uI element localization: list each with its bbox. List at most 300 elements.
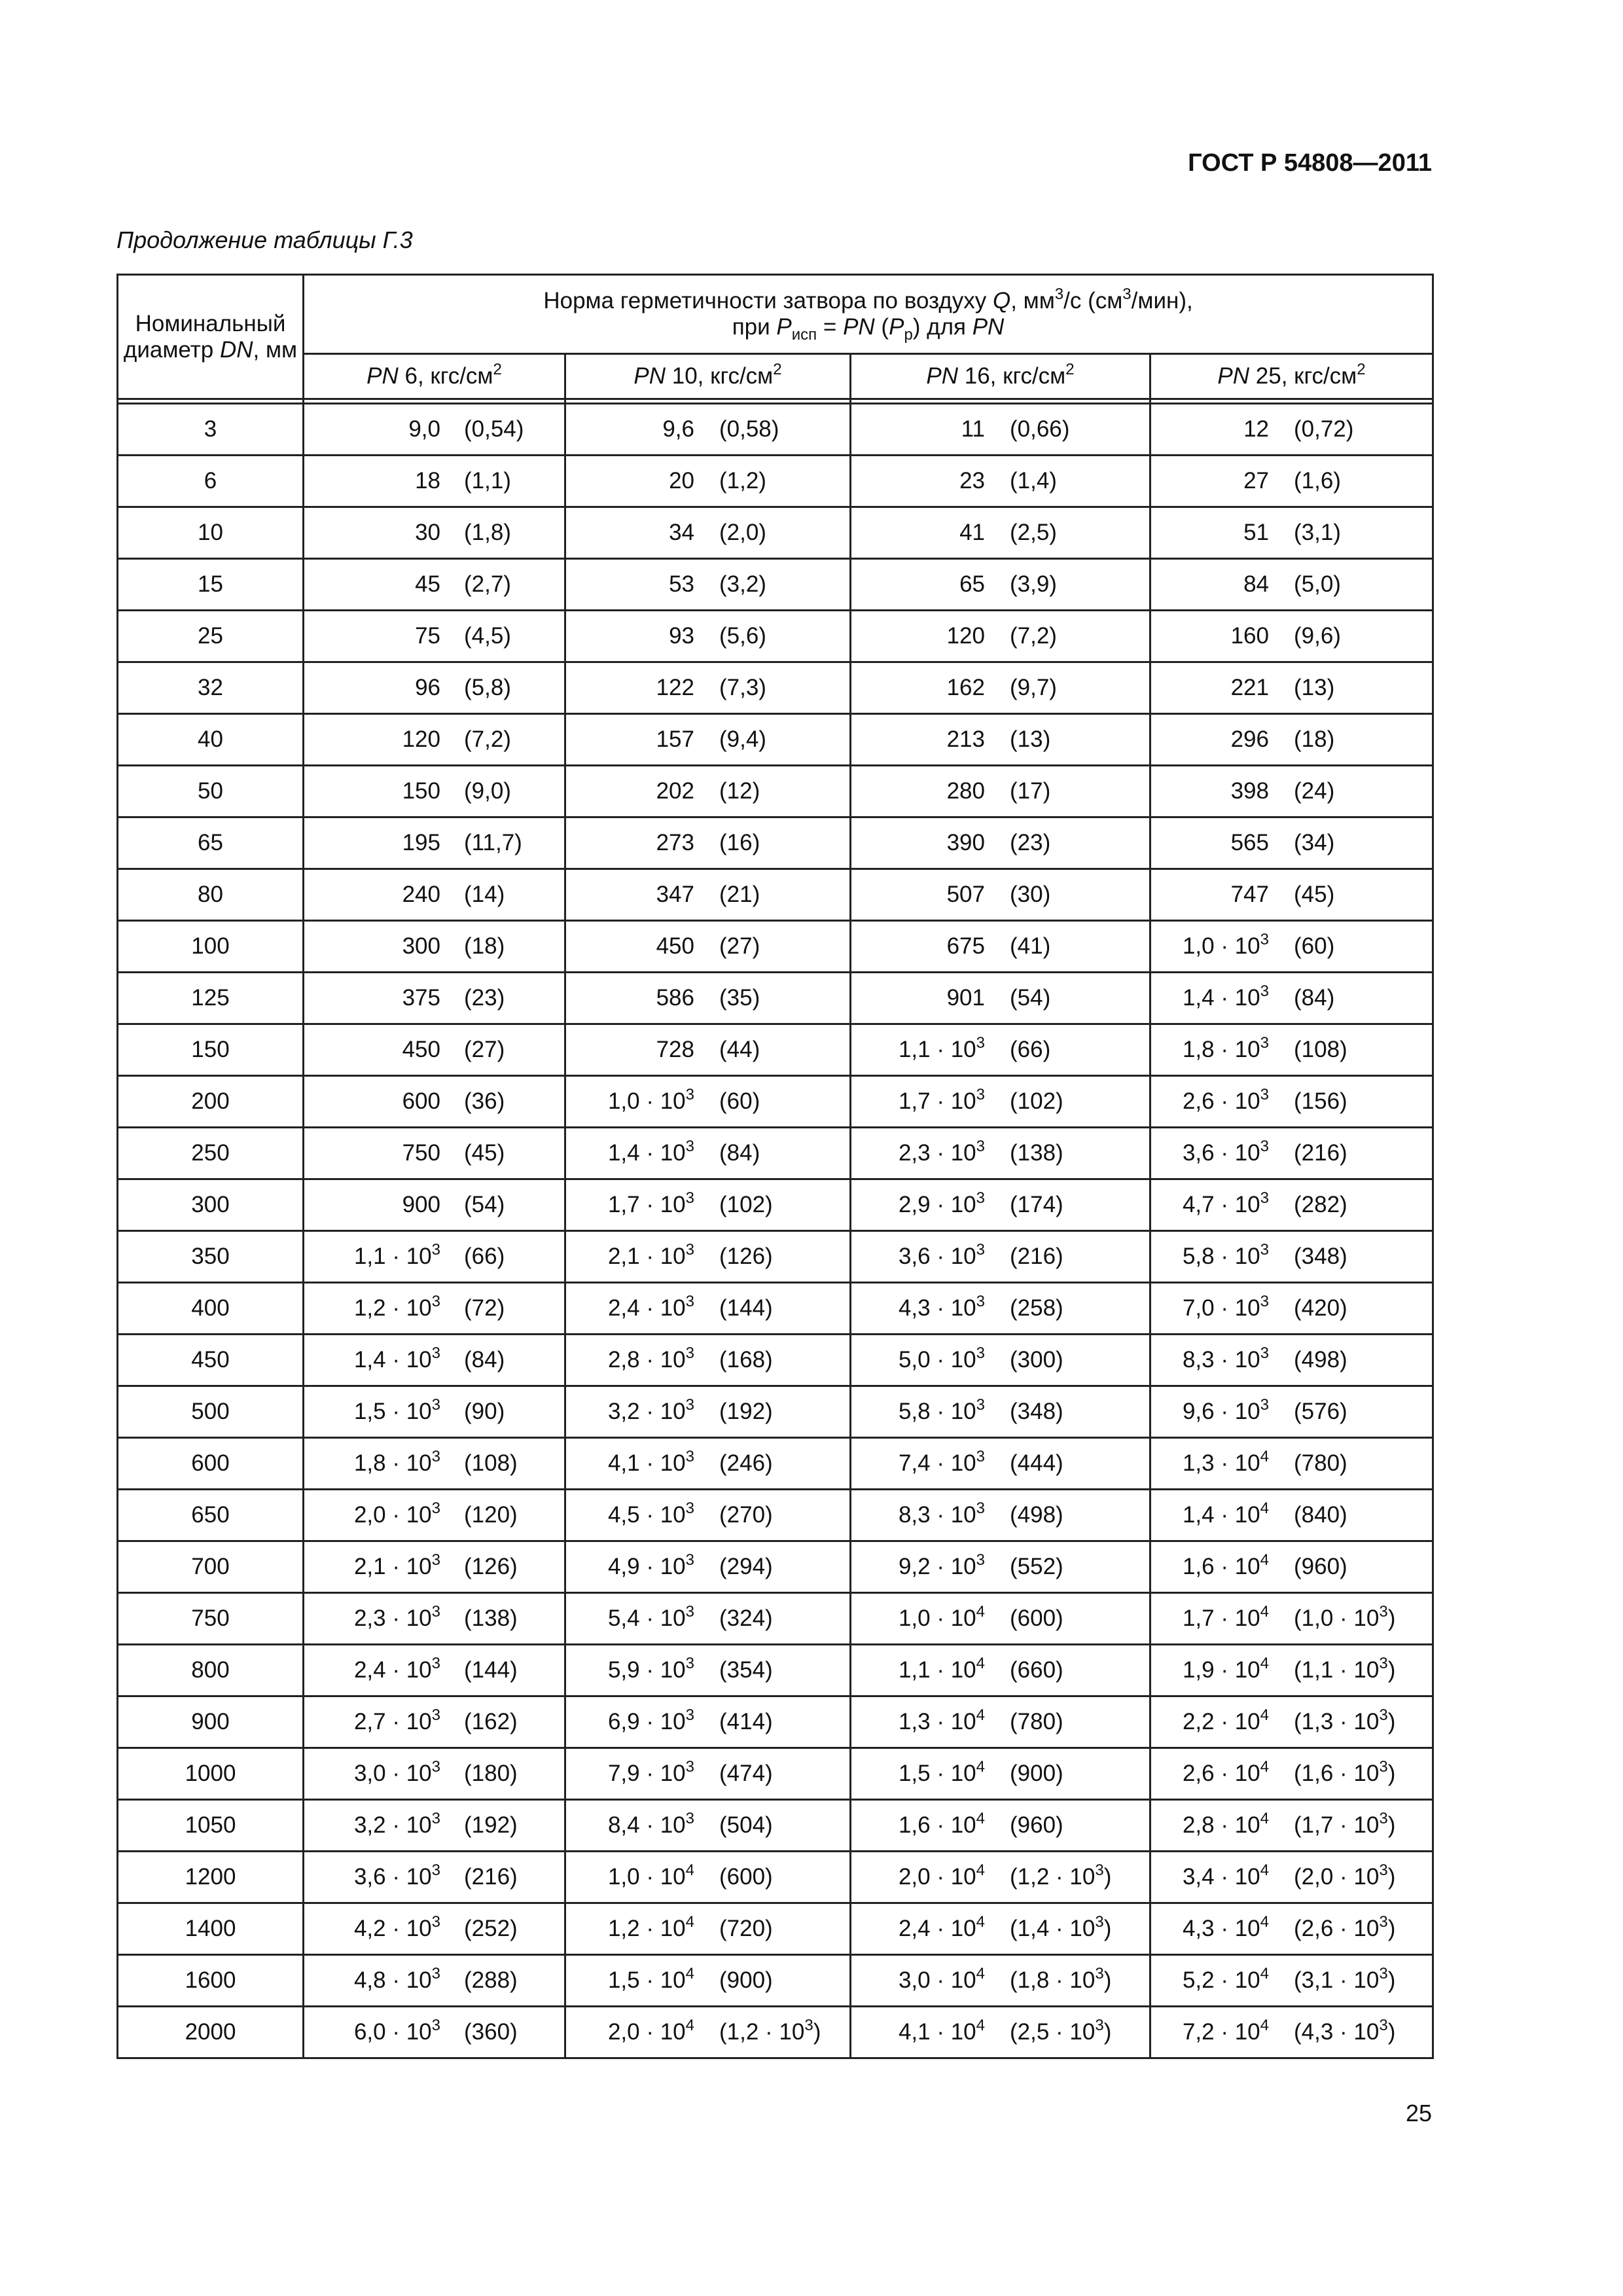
- value-cm3-per-min: $(2,6 \cdot 10^3)$: [1294, 1913, 1396, 1941]
- cell-tightness-pn25: [1150, 1128, 1433, 1179]
- value-mm3-per-s: $8,3 \cdot 10^3$: [898, 1499, 985, 1528]
- value-cm3-per-min: (348): [1010, 1399, 1063, 1424]
- value-cm3-per-min: (0,54): [464, 416, 524, 442]
- cell-tightness-pn10: [565, 1335, 851, 1386]
- cell-tightness-pn16: [851, 921, 1150, 973]
- cell-tightness-pn16: [851, 1128, 1150, 1179]
- cell-tightness-pn6: [304, 1128, 565, 1179]
- value-mm3-per-s: $2,9 \cdot 10^3$: [898, 1189, 985, 1217]
- cell-tightness-pn25: [1150, 1593, 1433, 1645]
- cell-tightness-pn10: [565, 766, 851, 817]
- cell-tightness-pn16: [851, 973, 1150, 1024]
- value-mm3-per-s: 157: [656, 726, 694, 752]
- value-mm3-per-s: 728: [656, 1037, 694, 1062]
- cell-tightness-pn10: [565, 1076, 851, 1128]
- cell-tightness-pn6: [304, 1386, 565, 1438]
- value-mm3-per-s: 586: [656, 985, 694, 1011]
- cell-tightness-pn6: [304, 1335, 565, 1386]
- cell-tightness-pn6: [304, 1490, 565, 1541]
- cell-tightness-pn10: [565, 1903, 851, 1955]
- value-cm3-per-min: $(1,8 \cdot 10^3)$: [1010, 1965, 1112, 1993]
- cell-tightness-pn10: [565, 1748, 851, 1800]
- value-mm3-per-s: 221: [1230, 675, 1269, 700]
- value-cm3-per-min: (720): [719, 1916, 773, 1941]
- cell-nominal-diameter: 350: [118, 1231, 304, 1283]
- cell-tightness-pn16: [851, 1852, 1150, 1903]
- value-cm3-per-min: (54): [1010, 985, 1051, 1011]
- value-mm3-per-s: $2,1 \cdot 10^3$: [353, 1551, 440, 1579]
- value-mm3-per-s: 162: [946, 675, 985, 700]
- value-mm3-per-s: $2,8 \cdot 10^3$: [607, 1344, 694, 1372]
- value-mm3-per-s: 75: [415, 623, 440, 649]
- cell-tightness-pn10: [565, 1955, 851, 2007]
- value-cm3-per-min: (474): [719, 1761, 773, 1786]
- value-cm3-per-min: $(1,2 \cdot 10^3)$: [719, 2017, 821, 2045]
- value-cm3-per-min: (354): [719, 1657, 773, 1683]
- cell-tightness-pn10: [565, 1800, 851, 1852]
- value-cm3-per-min: (660): [1010, 1657, 1063, 1683]
- cell-tightness-pn16: [851, 1438, 1150, 1490]
- value-mm3-per-s: 120: [402, 726, 440, 752]
- cell-tightness-pn16: [851, 1386, 1150, 1438]
- cell-tightness-pn16: [851, 507, 1150, 559]
- value-mm3-per-s: $4,3 \cdot 10^3$: [898, 1293, 985, 1321]
- value-cm3-per-min: (18): [464, 933, 505, 959]
- cell-tightness-pn25: [1150, 1955, 1433, 2007]
- value-cm3-per-min: (576): [1294, 1399, 1347, 1424]
- table-row: [118, 1955, 1433, 2007]
- value-mm3-per-s: $2,0 \cdot 10^4$: [607, 2017, 694, 2045]
- table-row: [118, 559, 1433, 611]
- cell-tightness-pn16: [851, 1593, 1150, 1645]
- value-cm3-per-min: (420): [1294, 1295, 1347, 1321]
- cell-nominal-diameter: 700: [118, 1541, 304, 1593]
- table-row: [118, 1696, 1433, 1748]
- value-cm3-per-min: (294): [719, 1554, 773, 1579]
- value-mm3-per-s: $5,0 \cdot 10^3$: [898, 1344, 985, 1372]
- value-cm3-per-min: (66): [464, 1244, 505, 1269]
- value-mm3-per-s: 51: [1243, 520, 1269, 545]
- value-mm3-per-s: 450: [656, 933, 694, 959]
- header-tightness-norm: Норма герметичности затвора по воздуху Q, $мм^3/с$ $(см^3/мин)$, при $P_{исп}$ = PN $(P_р)$ для PN: [304, 275, 1433, 354]
- value-mm3-per-s: $1,1 \cdot 10^4$: [898, 1655, 985, 1683]
- value-mm3-per-s: $3,2 \cdot 10^3$: [353, 1810, 440, 1838]
- cell-tightness-pn25: [1150, 714, 1433, 766]
- value-cm3-per-min: (0,58): [719, 416, 779, 442]
- value-mm3-per-s: 41: [959, 520, 985, 545]
- value-mm3-per-s: $1,5 \cdot 10^4$: [898, 1758, 985, 1786]
- cell-nominal-diameter: 25: [118, 611, 304, 662]
- value-cm3-per-min: (960): [1294, 1554, 1347, 1579]
- value-cm3-per-min: (138): [1010, 1140, 1063, 1166]
- value-cm3-per-min: (60): [719, 1088, 760, 1114]
- table-row: [118, 1490, 1433, 1541]
- value-cm3-per-min: (216): [1294, 1140, 1347, 1166]
- table-row: [118, 869, 1433, 921]
- cell-tightness-pn25: [1150, 1541, 1433, 1593]
- cell-tightness-pn25: [1150, 2007, 1433, 2058]
- cell-nominal-diameter: 100: [118, 921, 304, 973]
- value-mm3-per-s: $4,2 \cdot 10^3$: [353, 1913, 440, 1941]
- value-mm3-per-s: $4,5 \cdot 10^3$: [607, 1499, 694, 1528]
- value-mm3-per-s: $8,4 \cdot 10^3$: [607, 1810, 694, 1838]
- value-mm3-per-s: $1,5 \cdot 10^3$: [353, 1396, 440, 1424]
- value-mm3-per-s: $1,7 \cdot 10^3$: [607, 1189, 694, 1217]
- cell-tightness-pn16: [851, 1024, 1150, 1076]
- cell-nominal-diameter: 900: [118, 1696, 304, 1748]
- cell-tightness-pn6: [304, 1903, 565, 1955]
- value-cm3-per-min: (108): [1294, 1037, 1347, 1062]
- cell-tightness-pn6: [304, 1231, 565, 1283]
- cell-tightness-pn10: [565, 1128, 851, 1179]
- cell-tightness-pn16: [851, 766, 1150, 817]
- value-mm3-per-s: 390: [946, 830, 985, 855]
- cell-tightness-pn25: [1150, 1024, 1433, 1076]
- cell-tightness-pn25: [1150, 611, 1433, 662]
- value-cm3-per-min: (498): [1010, 1502, 1063, 1528]
- value-mm3-per-s: $6,9 \cdot 10^3$: [607, 1706, 694, 1734]
- cell-tightness-pn10: [565, 1593, 851, 1645]
- value-cm3-per-min: (900): [1010, 1761, 1063, 1786]
- value-mm3-per-s: $1,6 \cdot 10^4$: [1182, 1551, 1269, 1579]
- value-mm3-per-s: 93: [669, 623, 694, 649]
- cell-tightness-pn6: [304, 1852, 565, 1903]
- cell-tightness-pn16: [851, 662, 1150, 714]
- value-cm3-per-min: (27): [464, 1037, 505, 1062]
- value-cm3-per-min: (66): [1010, 1037, 1051, 1062]
- cell-tightness-pn16: [851, 2007, 1150, 2058]
- table-row: [118, 1076, 1433, 1128]
- cell-tightness-pn10: [565, 456, 851, 507]
- cell-tightness-pn6: [304, 2007, 565, 2058]
- cell-tightness-pn16: [851, 404, 1150, 456]
- cell-tightness-pn10: [565, 973, 851, 1024]
- value-cm3-per-min: $(1,7 \cdot 10^3)$: [1294, 1810, 1396, 1838]
- table-row: [118, 1593, 1433, 1645]
- value-mm3-per-s: $1,2 \cdot 10^3$: [353, 1293, 440, 1321]
- table-row: [118, 1541, 1433, 1593]
- value-mm3-per-s: 507: [946, 882, 985, 907]
- cell-tightness-pn10: [565, 921, 851, 973]
- value-mm3-per-s: 747: [1230, 882, 1269, 907]
- value-mm3-per-s: 53: [669, 571, 694, 597]
- table-row: [118, 1748, 1433, 1800]
- value-mm3-per-s: 450: [402, 1037, 440, 1062]
- cell-tightness-pn25: [1150, 973, 1433, 1024]
- cell-tightness-pn16: [851, 714, 1150, 766]
- cell-tightness-pn10: [565, 1024, 851, 1076]
- value-cm3-per-min: (144): [719, 1295, 773, 1321]
- value-cm3-per-min: (108): [464, 1450, 518, 1476]
- value-cm3-per-min: (23): [464, 985, 505, 1011]
- cell-tightness-pn10: [565, 817, 851, 869]
- cell-tightness-pn25: [1150, 817, 1433, 869]
- value-cm3-per-min: (16): [719, 830, 760, 855]
- value-cm3-per-min: (45): [464, 1140, 505, 1166]
- value-cm3-per-min: (84): [719, 1140, 760, 1166]
- cell-tightness-pn6: [304, 1593, 565, 1645]
- value-cm3-per-min: $(3,1 \cdot 10^3)$: [1294, 1965, 1396, 1993]
- value-mm3-per-s: 280: [946, 778, 985, 804]
- value-mm3-per-s: $1,7 \cdot 10^4$: [1182, 1603, 1269, 1631]
- value-cm3-per-min: (246): [719, 1450, 773, 1476]
- table-row: [118, 1645, 1433, 1696]
- cell-tightness-pn6: [304, 869, 565, 921]
- value-cm3-per-min: (3,1): [1294, 520, 1341, 545]
- value-cm3-per-min: (900): [719, 1967, 773, 1993]
- value-mm3-per-s: 750: [402, 1140, 440, 1166]
- value-cm3-per-min: $(1,0 \cdot 10^3)$: [1294, 1603, 1396, 1631]
- cell-tightness-pn6: [304, 973, 565, 1024]
- cell-nominal-diameter: 450: [118, 1335, 304, 1386]
- cell-tightness-pn16: [851, 559, 1150, 611]
- cell-tightness-pn16: [851, 1335, 1150, 1386]
- cell-tightness-pn6: [304, 559, 565, 611]
- table-row: [118, 507, 1433, 559]
- value-mm3-per-s: $3,0 \cdot 10^3$: [353, 1758, 440, 1786]
- cell-tightness-pn25: [1150, 1179, 1433, 1231]
- value-mm3-per-s: 347: [656, 882, 694, 907]
- value-cm3-per-min: (9,4): [719, 726, 766, 752]
- table-row: [118, 1800, 1433, 1852]
- value-mm3-per-s: 300: [402, 933, 440, 959]
- table-row: [118, 2007, 1433, 2058]
- value-cm3-per-min: (144): [464, 1657, 518, 1683]
- value-cm3-per-min: (13): [1010, 726, 1051, 752]
- cell-tightness-pn10: [565, 869, 851, 921]
- value-mm3-per-s: 9,0: [408, 416, 440, 442]
- value-mm3-per-s: 900: [402, 1192, 440, 1217]
- cell-tightness-pn16: [851, 1696, 1150, 1748]
- cell-tightness-pn10: [565, 1852, 851, 1903]
- header-pn10: PN 10, кгс/$см^2$: [565, 354, 851, 399]
- value-cm3-per-min: (17): [1010, 778, 1051, 804]
- cell-tightness-pn16: [851, 1903, 1150, 1955]
- value-mm3-per-s: $3,6 \cdot 10^3$: [1182, 1138, 1269, 1166]
- value-mm3-per-s: 150: [402, 778, 440, 804]
- value-cm3-per-min: (23): [1010, 830, 1051, 855]
- value-mm3-per-s: $1,5 \cdot 10^4$: [607, 1965, 694, 1993]
- value-mm3-per-s: 9,6: [662, 416, 694, 442]
- value-cm3-per-min: (9,0): [464, 778, 511, 804]
- value-cm3-per-min: (41): [1010, 933, 1051, 959]
- cell-nominal-diameter: 250: [118, 1128, 304, 1179]
- cell-tightness-pn10: [565, 404, 851, 456]
- value-mm3-per-s: $5,8 \cdot 10^3$: [1182, 1241, 1269, 1269]
- cell-nominal-diameter: 300: [118, 1179, 304, 1231]
- value-cm3-per-min: (156): [1294, 1088, 1347, 1114]
- cell-tightness-pn6: [304, 611, 565, 662]
- value-mm3-per-s: $7,4 \cdot 10^3$: [898, 1448, 985, 1476]
- value-cm3-per-min: (84): [1294, 985, 1335, 1011]
- value-mm3-per-s: $4,9 \cdot 10^3$: [607, 1551, 694, 1579]
- value-mm3-per-s: $1,3 \cdot 10^4$: [1182, 1448, 1269, 1476]
- value-mm3-per-s: $8,3 \cdot 10^3$: [1182, 1344, 1269, 1372]
- cell-tightness-pn25: [1150, 1903, 1433, 1955]
- cell-tightness-pn10: [565, 1179, 851, 1231]
- cell-tightness-pn25: [1150, 1438, 1433, 1490]
- cell-tightness-pn10: [565, 559, 851, 611]
- header-pn25: PN 25, кгс/$см^2$: [1150, 354, 1433, 399]
- cell-tightness-pn10: [565, 714, 851, 766]
- cell-nominal-diameter: 32: [118, 662, 304, 714]
- value-cm3-per-min: (4,5): [464, 623, 511, 649]
- value-mm3-per-s: $3,4 \cdot 10^4$: [1182, 1861, 1269, 1890]
- cell-tightness-pn10: [565, 1490, 851, 1541]
- value-cm3-per-min: (192): [464, 1812, 518, 1838]
- value-cm3-per-min: (180): [464, 1761, 518, 1786]
- value-cm3-per-min: (102): [1010, 1088, 1063, 1114]
- value-mm3-per-s: 30: [415, 520, 440, 545]
- cell-tightness-pn10: [565, 1386, 851, 1438]
- value-cm3-per-min: $(1,1 \cdot 10^3)$: [1294, 1655, 1396, 1683]
- value-cm3-per-min: (2,7): [464, 571, 511, 597]
- cell-nominal-diameter: 125: [118, 973, 304, 1024]
- value-mm3-per-s: $5,9 \cdot 10^3$: [607, 1655, 694, 1683]
- value-mm3-per-s: 398: [1230, 778, 1269, 804]
- cell-tightness-pn25: [1150, 1490, 1433, 1541]
- value-cm3-per-min: (84): [464, 1347, 505, 1372]
- value-cm3-per-min: (324): [719, 1605, 773, 1631]
- cell-tightness-pn25: [1150, 456, 1433, 507]
- cell-tightness-pn6: [304, 766, 565, 817]
- value-mm3-per-s: $1,4 \cdot 10^3$: [353, 1344, 440, 1372]
- cell-tightness-pn25: [1150, 1335, 1433, 1386]
- value-cm3-per-min: (3,9): [1010, 571, 1057, 597]
- value-mm3-per-s: $2,3 \cdot 10^3$: [898, 1138, 985, 1166]
- value-mm3-per-s: 27: [1243, 468, 1269, 493]
- value-cm3-per-min: (2,5): [1010, 520, 1057, 545]
- cell-tightness-pn10: [565, 1283, 851, 1335]
- cell-tightness-pn10: [565, 1696, 851, 1748]
- cell-tightness-pn6: [304, 1283, 565, 1335]
- value-cm3-per-min: (216): [1010, 1244, 1063, 1269]
- cell-tightness-pn25: [1150, 404, 1433, 456]
- cell-nominal-diameter: 1200: [118, 1852, 304, 1903]
- cell-tightness-pn16: [851, 1076, 1150, 1128]
- value-cm3-per-min: (3,2): [719, 571, 766, 597]
- value-mm3-per-s: $7,9 \cdot 10^3$: [607, 1758, 694, 1786]
- cell-tightness-pn16: [851, 869, 1150, 921]
- cell-tightness-pn10: [565, 1541, 851, 1593]
- value-cm3-per-min: (102): [719, 1192, 773, 1217]
- table-row: [118, 1283, 1433, 1335]
- cell-tightness-pn6: [304, 507, 565, 559]
- value-mm3-per-s: $5,4 \cdot 10^3$: [607, 1603, 694, 1631]
- value-cm3-per-min: (30): [1010, 882, 1051, 907]
- cell-tightness-pn10: [565, 662, 851, 714]
- value-mm3-per-s: 96: [415, 675, 440, 700]
- cell-tightness-pn6: [304, 404, 565, 456]
- cell-tightness-pn16: [851, 1541, 1150, 1593]
- cell-tightness-pn10: [565, 2007, 851, 2058]
- value-cm3-per-min: (1,2): [719, 468, 766, 493]
- value-mm3-per-s: $5,2 \cdot 10^4$: [1182, 1965, 1269, 1993]
- cell-tightness-pn25: [1150, 662, 1433, 714]
- value-cm3-per-min: (5,6): [719, 623, 766, 649]
- cell-nominal-diameter: 10: [118, 507, 304, 559]
- value-cm3-per-min: (34): [1294, 830, 1335, 855]
- value-cm3-per-min: (0,72): [1294, 416, 1354, 442]
- cell-nominal-diameter: 150: [118, 1024, 304, 1076]
- value-cm3-per-min: $(1,3 \cdot 10^3)$: [1294, 1706, 1396, 1734]
- cell-tightness-pn25: [1150, 1748, 1433, 1800]
- value-mm3-per-s: $4,3 \cdot 10^4$: [1182, 1913, 1269, 1941]
- cell-tightness-pn16: [851, 1800, 1150, 1852]
- value-mm3-per-s: $4,7 \cdot 10^3$: [1182, 1189, 1269, 1217]
- cell-nominal-diameter: 1400: [118, 1903, 304, 1955]
- value-cm3-per-min: (120): [464, 1502, 518, 1528]
- value-mm3-per-s: $2,2 \cdot 10^4$: [1182, 1706, 1269, 1734]
- cell-nominal-diameter: 1000: [118, 1748, 304, 1800]
- cell-tightness-pn25: [1150, 1283, 1433, 1335]
- value-cm3-per-min: (21): [719, 882, 760, 907]
- value-cm3-per-min: (9,7): [1010, 675, 1057, 700]
- table-row: [118, 662, 1433, 714]
- value-mm3-per-s: 195: [402, 830, 440, 855]
- value-mm3-per-s: 34: [669, 520, 694, 545]
- table-row: [118, 921, 1433, 973]
- table-row: [118, 1128, 1433, 1179]
- value-cm3-per-min: (258): [1010, 1295, 1063, 1321]
- table-row: [118, 1438, 1433, 1490]
- header-pn16: PN 16, кгс/$см^2$: [851, 354, 1150, 399]
- cell-tightness-pn10: [565, 507, 851, 559]
- value-cm3-per-min: (18): [1294, 726, 1335, 752]
- value-mm3-per-s: 675: [946, 933, 985, 959]
- value-cm3-per-min: (174): [1010, 1192, 1063, 1217]
- value-mm3-per-s: 65: [959, 571, 985, 597]
- document-code: ГОСТ Р 54808—2011: [1188, 149, 1432, 177]
- cell-tightness-pn25: [1150, 1231, 1433, 1283]
- table-row: [118, 1335, 1433, 1386]
- cell-nominal-diameter: 500: [118, 1386, 304, 1438]
- cell-tightness-pn25: [1150, 1386, 1433, 1438]
- value-cm3-per-min: (0,66): [1010, 416, 1070, 442]
- value-mm3-per-s: 120: [946, 623, 985, 649]
- value-cm3-per-min: (13): [1294, 675, 1335, 700]
- table-row: [118, 817, 1433, 869]
- value-mm3-per-s: $2,6 \cdot 10^4$: [1182, 1758, 1269, 1786]
- cell-tightness-pn25: [1150, 921, 1433, 973]
- cell-tightness-pn6: [304, 921, 565, 973]
- value-cm3-per-min: (282): [1294, 1192, 1347, 1217]
- value-cm3-per-min: (780): [1010, 1709, 1063, 1734]
- table-row: [118, 1024, 1433, 1076]
- value-mm3-per-s: 122: [656, 675, 694, 700]
- value-cm3-per-min: (14): [464, 882, 505, 907]
- value-mm3-per-s: $1,1 \cdot 10^3$: [353, 1241, 440, 1269]
- value-mm3-per-s: $1,9 \cdot 10^4$: [1182, 1655, 1269, 1683]
- table-row: [118, 1231, 1433, 1283]
- value-mm3-per-s: 213: [946, 726, 985, 752]
- cell-nominal-diameter: 200: [118, 1076, 304, 1128]
- value-mm3-per-s: $2,7 \cdot 10^3$: [353, 1706, 440, 1734]
- table-row: [118, 766, 1433, 817]
- value-mm3-per-s: $2,1 \cdot 10^3$: [607, 1241, 694, 1269]
- value-cm3-per-min: (288): [464, 1967, 518, 1993]
- value-mm3-per-s: $1,8 \cdot 10^3$: [1182, 1034, 1269, 1062]
- value-cm3-per-min: (360): [464, 2019, 518, 2045]
- header-separator: [118, 399, 1433, 404]
- value-mm3-per-s: $4,8 \cdot 10^3$: [353, 1965, 440, 1993]
- cell-nominal-diameter: 80: [118, 869, 304, 921]
- value-mm3-per-s: $1,1 \cdot 10^3$: [898, 1034, 985, 1062]
- cell-tightness-pn16: [851, 1231, 1150, 1283]
- value-cm3-per-min: (54): [464, 1192, 505, 1217]
- value-cm3-per-min: (126): [464, 1554, 518, 1579]
- cell-nominal-diameter: 50: [118, 766, 304, 817]
